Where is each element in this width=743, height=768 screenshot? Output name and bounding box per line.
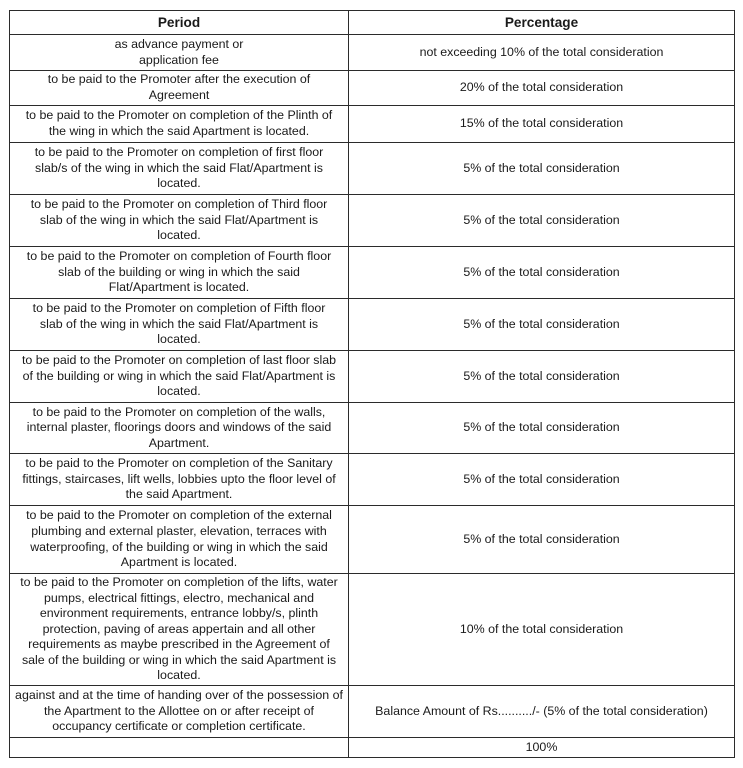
table-row xyxy=(10,195,735,247)
period-cell: as advance payment or application fee xyxy=(10,35,349,71)
period-cell: to be paid to the Promoter on completion of the Plinth of the wing in which the said Apartment is located. xyxy=(10,106,349,143)
table-row xyxy=(10,106,735,143)
table-row xyxy=(10,506,735,574)
table-row xyxy=(10,403,735,454)
table-row xyxy=(10,351,735,403)
period-cell: to be paid to the Promoter after the execution of Agreement xyxy=(10,71,349,106)
table-row xyxy=(10,143,735,195)
period-cell: to be paid to the Promoter on completion of the Sanitary fittings, staircases, lift wells, lobbies upto the floor level of the said Apartment. xyxy=(10,454,349,506)
percentage-cell: 5% of the total consideration xyxy=(349,403,735,454)
percentage-cell: 5% of the total consideration xyxy=(349,195,735,247)
table-row xyxy=(10,247,735,299)
percentage-cell: 5% of the total consideration xyxy=(349,454,735,506)
percentage-cell: 15% of the total consideration xyxy=(349,106,735,143)
percentage-cell: Balance Amount of Rs........../- (5% of the total consideration) xyxy=(349,686,735,738)
percentage-cell: 5% of the total consideration xyxy=(349,299,735,351)
period-cell: to be paid to the Promoter on completion of Third floor slab of the wing in which the said Flat/Apartment is located. xyxy=(10,195,349,247)
table-row xyxy=(10,454,735,506)
period-cell: to be paid to the Promoter on completion of the walls, internal plaster, floorings doors and windows of the said Apartment. xyxy=(10,403,349,454)
total-percentage-cell: 100% xyxy=(349,738,735,758)
period-cell: against and at the time of handing over of the possession of the Apartment to the Allottee on or after receipt of occupancy certificate or completion certificate. xyxy=(10,686,349,738)
table-row xyxy=(10,574,735,686)
percentage-cell: 20% of the total consideration xyxy=(349,71,735,106)
percentage-cell: 10% of the total consideration xyxy=(349,574,735,686)
period-cell xyxy=(10,738,349,758)
table-header-row xyxy=(10,11,735,35)
period-column-header: Period xyxy=(10,11,349,35)
period-cell: to be paid to the Promoter on completion of the external plumbing and external plaster, elevation, terraces with waterproofing, of the building or wing in which the said Apartment is located. xyxy=(10,506,349,574)
table-row xyxy=(10,299,735,351)
percentage-column-header: Percentage xyxy=(349,11,735,35)
table-row xyxy=(10,71,735,106)
period-cell: to be paid to the Promoter on completion of last floor slab of the building or wing in which the said Flat/Apartment is located. xyxy=(10,351,349,403)
percentage-cell: 5% of the total consideration xyxy=(349,351,735,403)
period-cell: to be paid to the Promoter on completion of Fifth floor slab of the wing in which the said Flat/Apartment is located. xyxy=(10,299,349,351)
percentage-cell: not exceeding 10% of the total consideration xyxy=(349,35,735,71)
percentage-cell: 5% of the total consideration xyxy=(349,143,735,195)
table-row xyxy=(10,35,735,71)
percentage-cell: 5% of the total consideration xyxy=(349,247,735,299)
table-row xyxy=(10,686,735,738)
percentage-cell: 5% of the total consideration xyxy=(349,506,735,574)
period-cell: to be paid to the Promoter on completion of first floor slab/s of the wing in which the said Flat/Apartment is located. xyxy=(10,143,349,195)
period-cell: to be paid to the Promoter on completion of Fourth floor slab of the building or wing in which the said Flat/Apartment is located. xyxy=(10,247,349,299)
period-cell: to be paid to the Promoter on completion of the lifts, water pumps, electrical fittings, electro, mechanical and environment requirements, entrance lobby/s, plinth protection, paving of areas appertain and all other requirements as maybe prescribed in the Agreement of sale of the building or wing in which the said Apartment is located. xyxy=(10,574,349,686)
payment-schedule-table xyxy=(9,10,735,758)
table-total-row xyxy=(10,738,735,758)
